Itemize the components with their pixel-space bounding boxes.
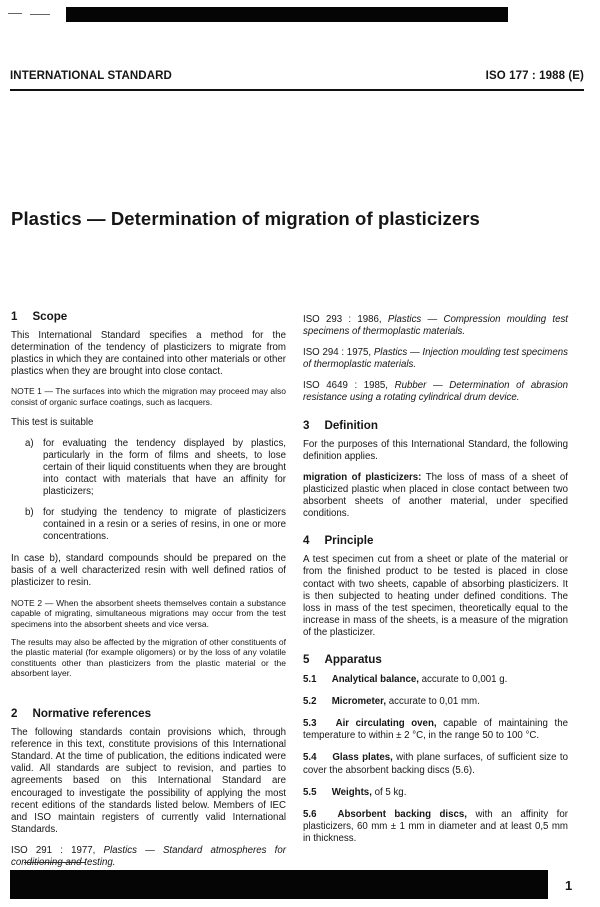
list-text: for studying the tendency to migrate of plasticizers contained in a resin or a series of resins, in one or more concentrations. — [43, 507, 286, 543]
header-rule — [10, 89, 584, 91]
reference-code: ISO 4649 : 1985, — [303, 380, 388, 392]
section-title: Normative references — [32, 706, 152, 720]
section-number: 1 — [11, 310, 18, 323]
apparatus-item-5-2 — [303, 696, 568, 708]
list-label: b) — [25, 507, 34, 519]
right-column — [303, 314, 568, 845]
clause-number: 5.4 — [303, 752, 317, 764]
top-redaction-bar — [66, 7, 508, 22]
section-title: Definition — [324, 418, 378, 432]
apparatus-text: accurate to 0,01 mm. — [388, 696, 480, 708]
definition-term: migration of plasticizers: — [303, 471, 422, 483]
clause-number: 5.5 — [303, 786, 317, 798]
results-note: The results may also be affected by the migration of other constituents of the plastic material (for example oligomers) or by the loss of any volatile constituents other than plasticizers from the plastic material or the absorbent layer. — [11, 636, 286, 679]
reference-iso-4649 — [303, 380, 568, 404]
list-item-b — [11, 507, 286, 543]
left-column — [11, 311, 286, 869]
document-title: Plastics — Determination of migration of plasticizers — [11, 208, 480, 229]
scan-mark — [8, 13, 22, 14]
apparatus-name: Glass plates, — [332, 752, 393, 764]
section-number: 4 — [303, 534, 310, 548]
apparatus-text: with an affinity for plasticizers, 60 mm ± 1 mm in diameter and at least 0,5 mm in thickness. — [303, 808, 568, 844]
reference-code: ISO 294 : 1975, — [303, 347, 372, 359]
apparatus-item-5-3 — [303, 718, 568, 742]
section-heading-scope — [11, 311, 286, 323]
section-title: Apparatus — [324, 652, 382, 666]
section-number: 5 — [303, 652, 310, 666]
section-title: Principle — [324, 534, 374, 548]
definition-text — [303, 472, 568, 520]
case-b-paragraph: In case b), standard compounds should be prepared on the basis of a well characterized resin with well defined ratios of plasticizer to resin. — [11, 552, 286, 588]
reference-title: Rubber — Determination of abrasion resistance using a rotating cylindrical drum device. — [303, 380, 568, 404]
section-heading-principle — [303, 535, 568, 547]
section-heading-apparatus — [303, 654, 568, 666]
bottom-redaction-bar — [10, 870, 548, 899]
scan-mark — [30, 14, 50, 15]
reference-title: Plastics — Compression moulding test specimens of thermoplastic materials. — [303, 314, 568, 338]
reference-title: Plastics — Standard atmospheres for conditioning and testing. — [11, 844, 286, 868]
normative-paragraph: The following standards contain provisions which, through reference in this text, constitute provisions of this International Standard. At the time of publication, the editions indicated were valid. All standards are subject to revision, and parties to agreements based on this International Standard are encouraged to investigate the possibility of applying the most recent editions of the standards listed below. Members of IEC and ISO maintain registers of currently valid International Standards. — [11, 727, 286, 835]
apparatus-text: of 5 kg. — [374, 786, 407, 798]
apparatus-item-5-6 — [303, 809, 568, 845]
reference-iso-294 — [303, 347, 568, 371]
list-item-a — [11, 438, 286, 498]
scope-paragraph: This International Standard specifies a method for the determination of the tendency of plasticizers to migrate from plastics in which they are contained into other materials or other plastics when they are brought into close contact. — [11, 330, 286, 378]
section-title: Scope — [32, 310, 68, 323]
reference-iso-291 — [11, 845, 286, 869]
principle-paragraph: A test specimen cut from a sheet or plate of the material or from the finished product to be tested is placed in close contact with two sheets, capable of absorbing plasticizers. It is then subjected to heating under defined conditions. The loss in mass of the test specimen, theoretically equal to the increase in mass of the sheets, is a measure of the migration of the plasticizer. — [303, 554, 568, 638]
section-number: 2 — [11, 706, 18, 720]
clause-number: 5.6 — [303, 808, 317, 820]
definition-intro: For the purposes of this International Standard, the following definition applies. — [303, 438, 568, 462]
page-number: 1 — [565, 878, 573, 893]
apparatus-name: Weights, — [331, 786, 372, 798]
footnote-rule — [24, 862, 86, 863]
apparatus-item-5-5 — [303, 787, 568, 799]
section-heading-definition — [303, 420, 568, 432]
list-text: for evaluating the tendency displayed by plastics, particularly in the form of films and sheets, to lose certain of their liquid constituents when they are brought into contact with materials that have an affinity for plasticizers; — [43, 437, 286, 498]
apparatus-text: accurate to 0,001 g. — [421, 674, 508, 686]
reference-iso-293 — [303, 314, 568, 338]
apparatus-name: Analytical balance, — [331, 674, 419, 686]
clause-number: 5.3 — [303, 718, 317, 730]
apparatus-name: Air circulating oven, — [335, 718, 437, 730]
apparatus-item-5-4 — [303, 752, 568, 776]
apparatus-name: Micrometer, — [331, 696, 387, 708]
apparatus-item-5-1 — [303, 674, 568, 686]
reference-title: Plastics — Injection moulding test specimens of thermoplastic materials. — [303, 347, 568, 371]
apparatus-name: Absorbent backing discs, — [337, 808, 467, 820]
note-1: NOTE 1 — The surfaces into which the migration may proceed may also consist of organic surface coatings, such as lacquers. — [11, 386, 286, 408]
apparatus-text: capable of maintaining the temperature to within ± 2 °C, in the range 50 to 100 °C. — [303, 718, 568, 742]
section-number: 3 — [303, 418, 310, 432]
note-2: NOTE 2 — When the absorbent sheets themselves contain a substance capable of migrating, simultaneous migrations may occur from the test specimens into the absorbent sheets and vice versa. — [11, 597, 286, 629]
header-left: INTERNATIONAL STANDARD — [10, 70, 172, 82]
reference-code: ISO 291 : 1977, — [11, 844, 96, 856]
suitable-text: This test is suitable — [11, 416, 94, 428]
reference-code: ISO 293 : 1986, — [303, 314, 382, 325]
apparatus-text: with plane surfaces, of sufficient size to cover the absorbent backing discs (5.6). — [303, 752, 568, 776]
list-label: a) — [25, 437, 34, 449]
clause-number: 5.1 — [303, 674, 317, 686]
definition-body: The loss of mass of a sheet of plasticized plastic when placed in close contact between two absorbent sheets of another material, under specified conditions. — [303, 471, 568, 520]
section-heading-normative — [11, 708, 286, 720]
clause-number: 5.2 — [303, 696, 317, 708]
header-right: ISO 177 : 1988 (E) — [485, 70, 584, 82]
